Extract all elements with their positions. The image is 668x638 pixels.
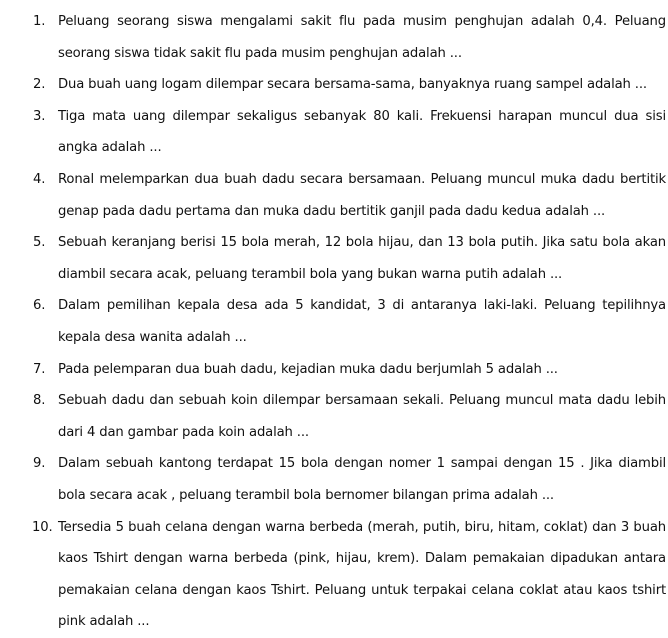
question-number: 10. (32, 519, 53, 535)
question-number: 3. (33, 108, 46, 124)
question-item (0, 448, 668, 511)
question-item (0, 227, 668, 290)
question-text: Pada pelemparan dua buah dadu, kejadian muka dadu berjumlah 5 adalah ... (58, 361, 558, 377)
question-number: 9. (33, 456, 46, 472)
question-number: 2. (33, 77, 46, 93)
question-item (0, 354, 668, 386)
question-text: Tiga mata uang dilempar sekaligus sebanyak 80 kali. Frekuensi harapan muncul dua sisi angka adalah ... (58, 108, 666, 156)
question-item (0, 512, 668, 638)
question-number: 5. (33, 235, 46, 251)
question-item (0, 6, 668, 69)
question-item (0, 385, 668, 448)
question-number: 6. (33, 298, 46, 314)
question-text: Ronal melemparkan dua buah dadu secara bersamaan. Peluang muncul muka dadu bertitik genap pada dadu pertama dan muka dadu bertitik ganjil pada dadu kedua adalah ... (58, 171, 666, 219)
question-text: Dalam sebuah kantong terdapat 15 bola dengan nomer 1 sampai dengan 15 . Jika diambil bola secara acak , peluang terambil bola bernomer bilangan prima adalah ... (58, 456, 666, 503)
question-number: 4. (33, 171, 46, 187)
question-item (0, 69, 668, 101)
question-item (0, 164, 668, 227)
question-number: 8. (33, 393, 46, 409)
question-item (0, 101, 668, 164)
question-text: Tersedia 5 buah celana dengan warna berbeda (merah, putih, biru, hitam, coklat) dan 3 buah kaos Tshirt dengan warna berbeda (pink, hijau, krem). Dalam pemakaian dipadukan antara pemakaian celana dengan kaos Tshirt. Peluang untuk terpakai celana coklat atau kaos tshirt pink adalah ... (58, 519, 666, 630)
question-list (0, 6, 668, 638)
question-number: 1. (33, 14, 46, 29)
question-number: 7. (33, 361, 46, 377)
question-text: Peluang seorang siswa mengalami sakit flu pada musim penghujan adalah 0,4. Peluang seorang siswa tidak sakit flu pada musim penghujan adalah ... (58, 14, 666, 61)
question-item (0, 290, 668, 353)
question-text: Sebuah dadu dan sebuah koin dilempar bersamaan sekali. Peluang muncul mata dadu lebih dari 4 dan gambar pada koin adalah ... (58, 393, 666, 440)
question-text: Sebuah keranjang berisi 15 bola merah, 12 bola hijau, dan 13 bola putih. Jika satu bola akan diambil secara acak, peluang terambil bola yang bukan warna putih adalah ... (58, 235, 666, 282)
question-text: Dua buah uang logam dilempar secara bersama-sama, banyaknya ruang sampel adalah ... (58, 77, 647, 93)
question-text: Dalam pemilihan kepala desa ada 5 kandidat, 3 di antaranya laki-laki. Peluang tepilihnya kepala desa wanita adalah ... (58, 298, 666, 345)
